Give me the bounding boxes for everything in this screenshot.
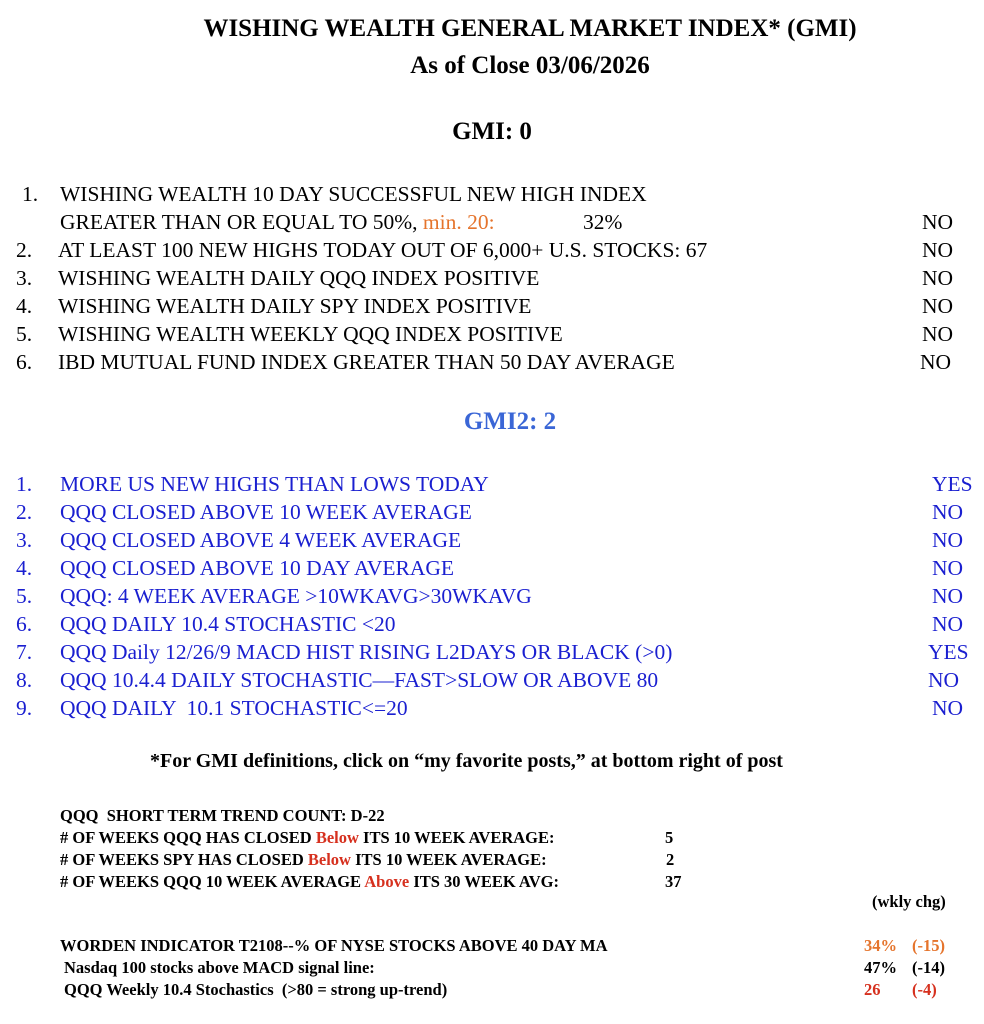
gmi2-item-8-status: NO <box>928 668 960 692</box>
spy-weeks-below-value: 2 <box>666 850 675 869</box>
gmi-item-5-num: 5. <box>16 322 33 346</box>
gmi2-item-1-status: YES <box>932 472 973 496</box>
gmi2-item-2-num: 2. <box>16 500 33 524</box>
gmi2-item-2-text: QQQ CLOSED ABOVE 10 WEEK AVERAGE <box>60 500 472 524</box>
gmi-item-6-status: NO <box>920 350 952 374</box>
gmi2-item-9-num: 9. <box>16 696 33 720</box>
gmi2-item-2-status: NO <box>932 500 964 524</box>
gmi2-item-6-text: QQQ DAILY 10.4 STOCHASTIC <20 <box>60 612 396 636</box>
spy-weeks-below-label: # OF WEEKS SPY HAS CLOSED <box>60 850 304 869</box>
gmi2-item-4-text: QQQ CLOSED ABOVE 10 DAY AVERAGE <box>60 556 455 580</box>
qqq-weekly-stochastics-label: QQQ Weekly 10.4 Stochastics (>80 = strong up-trend) <box>64 980 448 999</box>
spy-weeks-below-10wk <box>60 850 547 870</box>
worden-t2108-change: (-15) <box>912 936 945 955</box>
worden-t2108-value: 34% <box>864 936 897 955</box>
qqq-10wk-above-suffix: ITS 30 WEEK AVG: <box>413 872 559 891</box>
spy-weeks-below-suffix: ITS 10 WEEK AVERAGE: <box>355 850 547 869</box>
qqq-10wk-above-30wk <box>60 872 559 892</box>
gmi-item-1-line1: WISHING WEALTH 10 DAY SUCCESSFUL NEW HIGH INDEX <box>60 182 647 206</box>
gmi-item-3-num: 3. <box>16 266 33 290</box>
qqq-10wk-above-label: # OF WEEKS QQQ 10 WEEK AVERAGE <box>60 872 362 891</box>
gmi2-item-4-status: NO <box>932 556 964 580</box>
gmi2-item-1-text: MORE US NEW HIGHS THAN LOWS TODAY <box>60 472 489 496</box>
gmi-item-1-min-label: min. 20: <box>422 210 495 234</box>
gmi2-item-5-num: 5. <box>16 584 33 608</box>
below-highlight: Below <box>307 850 351 869</box>
gmi-item-6-num: 6. <box>16 350 33 374</box>
gmi-item-1-status: NO <box>922 210 954 234</box>
gmi2-item-3-status: NO <box>932 528 964 552</box>
nasdaq100-macd-value: 47% <box>864 958 897 977</box>
gmi2-item-5-text: QQQ: 4 WEEK AVERAGE >10WKAVG>30WKAVG <box>60 584 532 608</box>
gmi2-item-7-num: 7. <box>16 640 33 664</box>
above-highlight: Above <box>364 872 410 891</box>
gmi2-item-8-num: 8. <box>16 668 33 692</box>
gmi-item-1-line2-text: GREATER THAN OR EQUAL TO 50%, <box>60 210 418 234</box>
gmi2-item-1-num: 1. <box>16 472 33 496</box>
gmi2-item-7-status: YES <box>928 640 969 664</box>
gmi2-item-8-text: QQQ 10.4.4 DAILY STOCHASTIC—FAST>SLOW OR ABOVE 80 <box>60 668 659 692</box>
gmi2-item-7-text: QQQ Daily 12/26/9 MACD HIST RISING L2DAYS OR BLACK (>0) <box>60 640 673 664</box>
gmi-item-1-num: 1. <box>22 182 39 206</box>
short-term-trend-count: QQQ SHORT TERM TREND COUNT: D-22 <box>60 806 385 825</box>
gmi-item-2-num: 2. <box>16 238 33 262</box>
below-highlight: Below <box>315 828 359 847</box>
gmi2-item-9-status: NO <box>932 696 964 720</box>
weekly-change-label: (wkly chg) <box>872 892 946 911</box>
gmi-item-1-line2 <box>60 210 495 235</box>
gmi2-item-6-num: 6. <box>16 612 33 636</box>
gmi2-item-5-status: NO <box>932 584 964 608</box>
gmi-item-4-status: NO <box>922 294 954 318</box>
qqq-10wk-above-value: 37 <box>665 872 682 891</box>
gmi-item-2-status: NO <box>922 238 954 262</box>
gmi-heading: GMI: 0 <box>452 118 532 145</box>
gmi2-item-9-text: QQQ DAILY 10.1 STOCHASTIC<=20 <box>60 696 408 720</box>
gmi-item-5-status: NO <box>922 322 954 346</box>
gmi-item-6-text: IBD MUTUAL FUND INDEX GREATER THAN 50 DAY AVERAGE <box>58 350 675 374</box>
gmi-item-4-text: WISHING WEALTH DAILY SPY INDEX POSITIVE <box>58 294 532 318</box>
gmi-item-2-text: AT LEAST 100 NEW HIGHS TODAY OUT OF 6,000+ U.S. STOCKS: 67 <box>58 238 708 262</box>
nasdaq100-macd-change: (-14) <box>912 958 945 977</box>
gmi2-item-6-status: NO <box>932 612 964 636</box>
nasdaq100-macd-label: Nasdaq 100 stocks above MACD signal line: <box>64 958 375 977</box>
gmi2-item-4-num: 4. <box>16 556 33 580</box>
qqq-weekly-stochastics-change: (-4) <box>912 980 937 999</box>
page-title: WISHING WEALTH GENERAL MARKET INDEX* (GMI) <box>203 15 857 42</box>
qqq-weekly-stochastics-value: 26 <box>864 980 881 999</box>
qqq-weeks-below-suffix: ITS 10 WEEK AVERAGE: <box>363 828 555 847</box>
worden-t2108-label: WORDEN INDICATOR T2108--% OF NYSE STOCKS ABOVE 40 DAY MA <box>60 936 608 955</box>
gmi2-heading: GMI2: 2 <box>463 408 557 435</box>
gmi-item-4-num: 4. <box>16 294 33 318</box>
qqq-weeks-below-10wk <box>60 828 555 848</box>
gmi-definitions-footnote: *For GMI definitions, click on “my favorite posts,” at bottom right of post <box>150 750 783 772</box>
gmi-item-1-value: 32% <box>583 210 623 234</box>
gmi-item-3-status: NO <box>922 266 954 290</box>
qqq-weeks-below-label: # OF WEEKS QQQ HAS CLOSED <box>60 828 312 847</box>
qqq-weeks-below-value: 5 <box>665 828 674 847</box>
gmi2-item-3-text: QQQ CLOSED ABOVE 4 WEEK AVERAGE <box>60 528 462 552</box>
gmi-item-3-text: WISHING WEALTH DAILY QQQ INDEX POSITIVE <box>58 266 540 290</box>
page-subtitle: As of Close 03/06/2026 <box>410 52 650 79</box>
gmi2-item-3-num: 3. <box>16 528 33 552</box>
gmi-item-5-text: WISHING WEALTH WEEKLY QQQ INDEX POSITIVE <box>58 322 563 346</box>
